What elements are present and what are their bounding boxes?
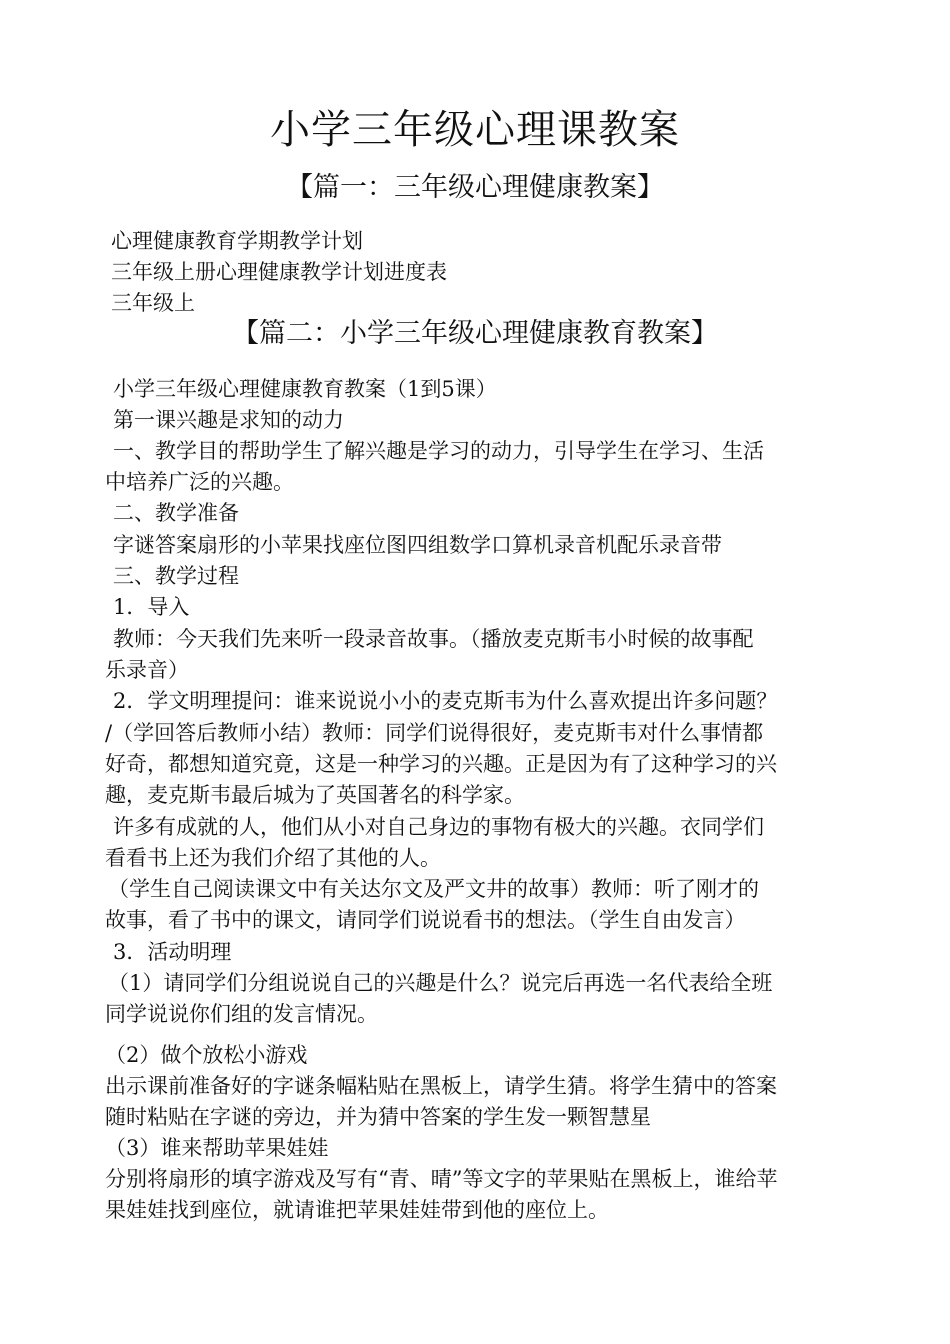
text-line: （3）谁来帮助苹果娃娃 — [105, 1136, 329, 1160]
text-line: 字谜答案扇形的小苹果找座位图四组数学口算机录音机配乐录音带 — [113, 533, 722, 557]
text-line: 二、教学准备 — [113, 501, 239, 525]
text-line: 三年级上册心理健康教学计划进度表 — [111, 260, 447, 284]
text-line: 同学说说你们组的发言情况。 — [105, 1002, 378, 1026]
text-line: 中培养广泛的兴趣。 — [105, 470, 294, 494]
text-line: （2）做个放松小游戏 — [105, 1043, 308, 1067]
text-line: （学生自己阅读课文中有关达尔文及严文井的故事）教师：听了刚才的 — [108, 877, 759, 901]
text-line: 看看书上还为我们介绍了其他的人。 — [105, 846, 441, 870]
text-line: 2．学文明理提问：谁来说说小小的麦克斯韦为什么喜欢提出许多问题？ — [113, 689, 778, 713]
text-line: 第一课兴趣是求知的动力 — [113, 408, 344, 432]
text-line: 乐录音） — [105, 658, 189, 682]
document-title: 小学三年级心理课教案 — [270, 107, 680, 153]
text-line: 分别将扇形的填字游戏及写有“青、晴”等文字的苹果贴在黑板上，谁给苹 — [105, 1167, 778, 1191]
section-heading-2: 【篇二：小学三年级心理健康教育教案】 — [232, 318, 718, 349]
text-line: /（学回答后教师小结）教师：同学们说得很好，麦克斯韦对什么事情都 — [105, 721, 764, 745]
text-line: 趣，麦克斯韦最后城为了英国著名的科学家。 — [105, 783, 525, 807]
text-line: 果娃娃找到座位，就请谁把苹果娃娃带到他的座位上。 — [105, 1198, 609, 1222]
text-line: 教师：今天我们先来听一段录音故事。（播放麦克斯韦小时候的故事配 — [113, 627, 754, 651]
section-heading-1: 【篇一：三年级心理健康教案】 — [286, 172, 664, 203]
text-line: 好奇，都想知道究竟，这是一种学习的兴趣。正是因为有了这种学习的兴 — [105, 752, 777, 776]
text-line: 小学三年级心理健康教育教案（1到5课） — [113, 377, 497, 401]
text-line: 1．导入 — [113, 595, 190, 619]
text-line: 三年级上 — [111, 291, 195, 315]
text-line: 许多有成就的人，他们从小对自己身边的事物有极大的兴趣。衣同学们 — [113, 815, 764, 839]
text-line: 随时粘贴在字谜的旁边，并为猜中答案的学生发一颗智慧星 — [105, 1105, 651, 1129]
text-line: 故事，看了书中的课文，请同学们说说看书的想法。（学生自由发言） — [105, 908, 746, 932]
text-line: 一、教学目的帮助学生了解兴趣是学习的动力，引导学生在学习、生活 — [113, 439, 764, 463]
text-line: 出示课前准备好的字谜条幅粘贴在黑板上，请学生猜。将学生猜中的答案 — [105, 1074, 777, 1098]
text-line: 三、教学过程 — [113, 564, 239, 588]
text-line: 心理健康教育学期教学计划 — [111, 229, 363, 253]
text-line: （1）请同学们分组说说自己的兴趣是什么？说完后再选一名代表给全班 — [108, 971, 773, 995]
text-line: 3．活动明理 — [113, 940, 232, 964]
